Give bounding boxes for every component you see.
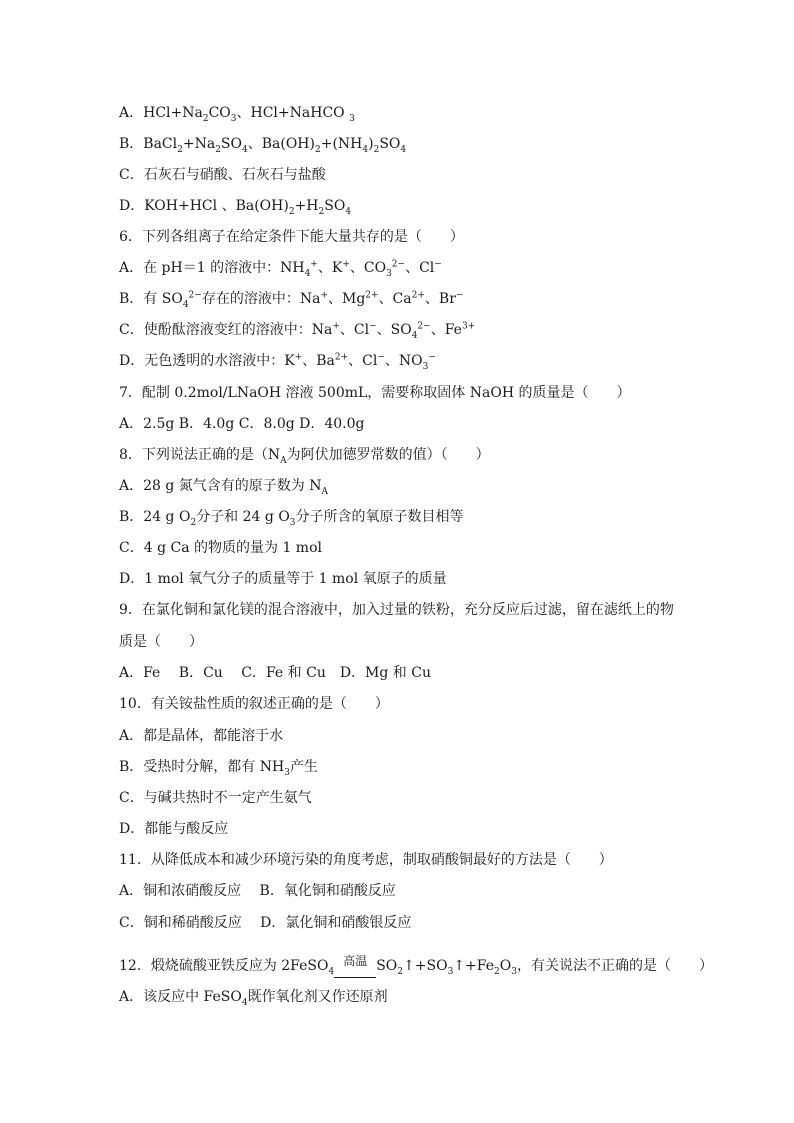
reaction-condition [334, 954, 376, 970]
q10-stem: 10．有关铵盐性质的叙述正确的是（ ） [119, 696, 389, 712]
q8-stem: 8．下列说法正确的是（$N_A$为阿伏加德罗常数的值）（ ） [119, 447, 490, 466]
q8-option-d: D．1 mol 氧气分子的质量等于 1 mol 氧原子的质量 [119, 571, 447, 587]
q11-options-ab: A．铜和浓硝酸反应 B．氧化铜和硝酸反应 [119, 883, 396, 899]
q5-option-c: C．石灰石与硝酸、石灰石与盐酸 [119, 167, 326, 183]
q10-option-a: A．都是晶体，都能溶于水 [119, 728, 284, 744]
q6-stem: 6．下列各组离子在给定条件下能大量共存的是（ ） [119, 229, 464, 245]
q6-option-a: A．在 pH＝1 的溶液中：$NH_4^+$、K+、$CO_3^{2-}$、Cl− [119, 259, 442, 279]
q6-option-c: C．使酚酞溶液变红的溶液中：Na+、Cl−、$SO_4^{2-}$、$Fe^{3+}$ [119, 321, 476, 341]
q7-options: A．2.5g B．4.0g C．8.0g D．40.0g [119, 416, 365, 432]
q10-option-c: C．与碱共热时不一定产生氨气 [119, 790, 312, 806]
q5-option-d: D．KOH+HCl 、$Ba(OH)_2+H_2SO_4$ [119, 198, 352, 217]
reaction-condition-label: 高温 [343, 954, 368, 968]
q9-stem-line2: 质是（ ） [119, 634, 203, 650]
q10-option-b: B．受热时分解，都有 $NH_3$产生 [119, 759, 318, 778]
reaction-arrow-line [334, 977, 376, 978]
q6-option-d: D．无色透明的水溶液中：K+、$Ba^{2+}$、Cl−、$NO_3^-$ [119, 352, 436, 372]
q9-options: A．Fe B．Cu C．Fe 和 Cu D．Mg 和 Cu [119, 665, 431, 681]
q8-option-a: A．28 g 氮气含有的原子数为 $N_A$ [119, 478, 328, 497]
q12-option-a: A．该反应中 FeSO$_4$既作氧化剂又作还原剂 [119, 989, 388, 1008]
q10-option-d: D．都能与酸反应 [119, 821, 229, 837]
q9-stem-line1: 9．在氯化铜和氯化镁的混合溶液中，加入过量的铁粉，充分反应后过滤，留在滤纸上的物 [119, 602, 674, 618]
q6-option-b: B．有 $SO_4^{2-}$存在的溶液中：Na+、$Mg^{2+}$、$Ca^{2+}$、Br− [119, 290, 464, 310]
q12-stem: 12．煅烧硫酸亚铁反应为 2FeSO$_4$ 高温 $SO_2↑+SO_3↑+Fe_2O_3$，有关说法不正确的是（ ） [119, 954, 713, 977]
q7-stem: 7．配制 0.2mol/LNaOH 溶液 500mL，需要称取固体 NaOH 的质量是（ ） [119, 385, 631, 401]
q8-option-c: C．4 g Ca 的物质的量为 1 mol [119, 540, 322, 556]
q5-option-b: B．$BaCl_2+Na_2SO_4$、$Ba(OH)_2+(NH_4)_2SO_4$ [119, 136, 407, 155]
q5-option-a: A．$HCl+Na_2CO_3$、HCl+NaHCO $_3$ [119, 105, 355, 124]
q11-options-cd: C．铜和稀硝酸反应 D．氯化铜和硝酸银反应 [119, 915, 412, 931]
q8-option-b: B．24 g $O_2$分子和 24 g $O_3$分子所含的氧原子数目相等 [119, 509, 464, 528]
q11-stem: 11．从降低成本和减少环境污染的角度考虑，制取硝酸铜最好的方法是（ ） [119, 852, 613, 868]
